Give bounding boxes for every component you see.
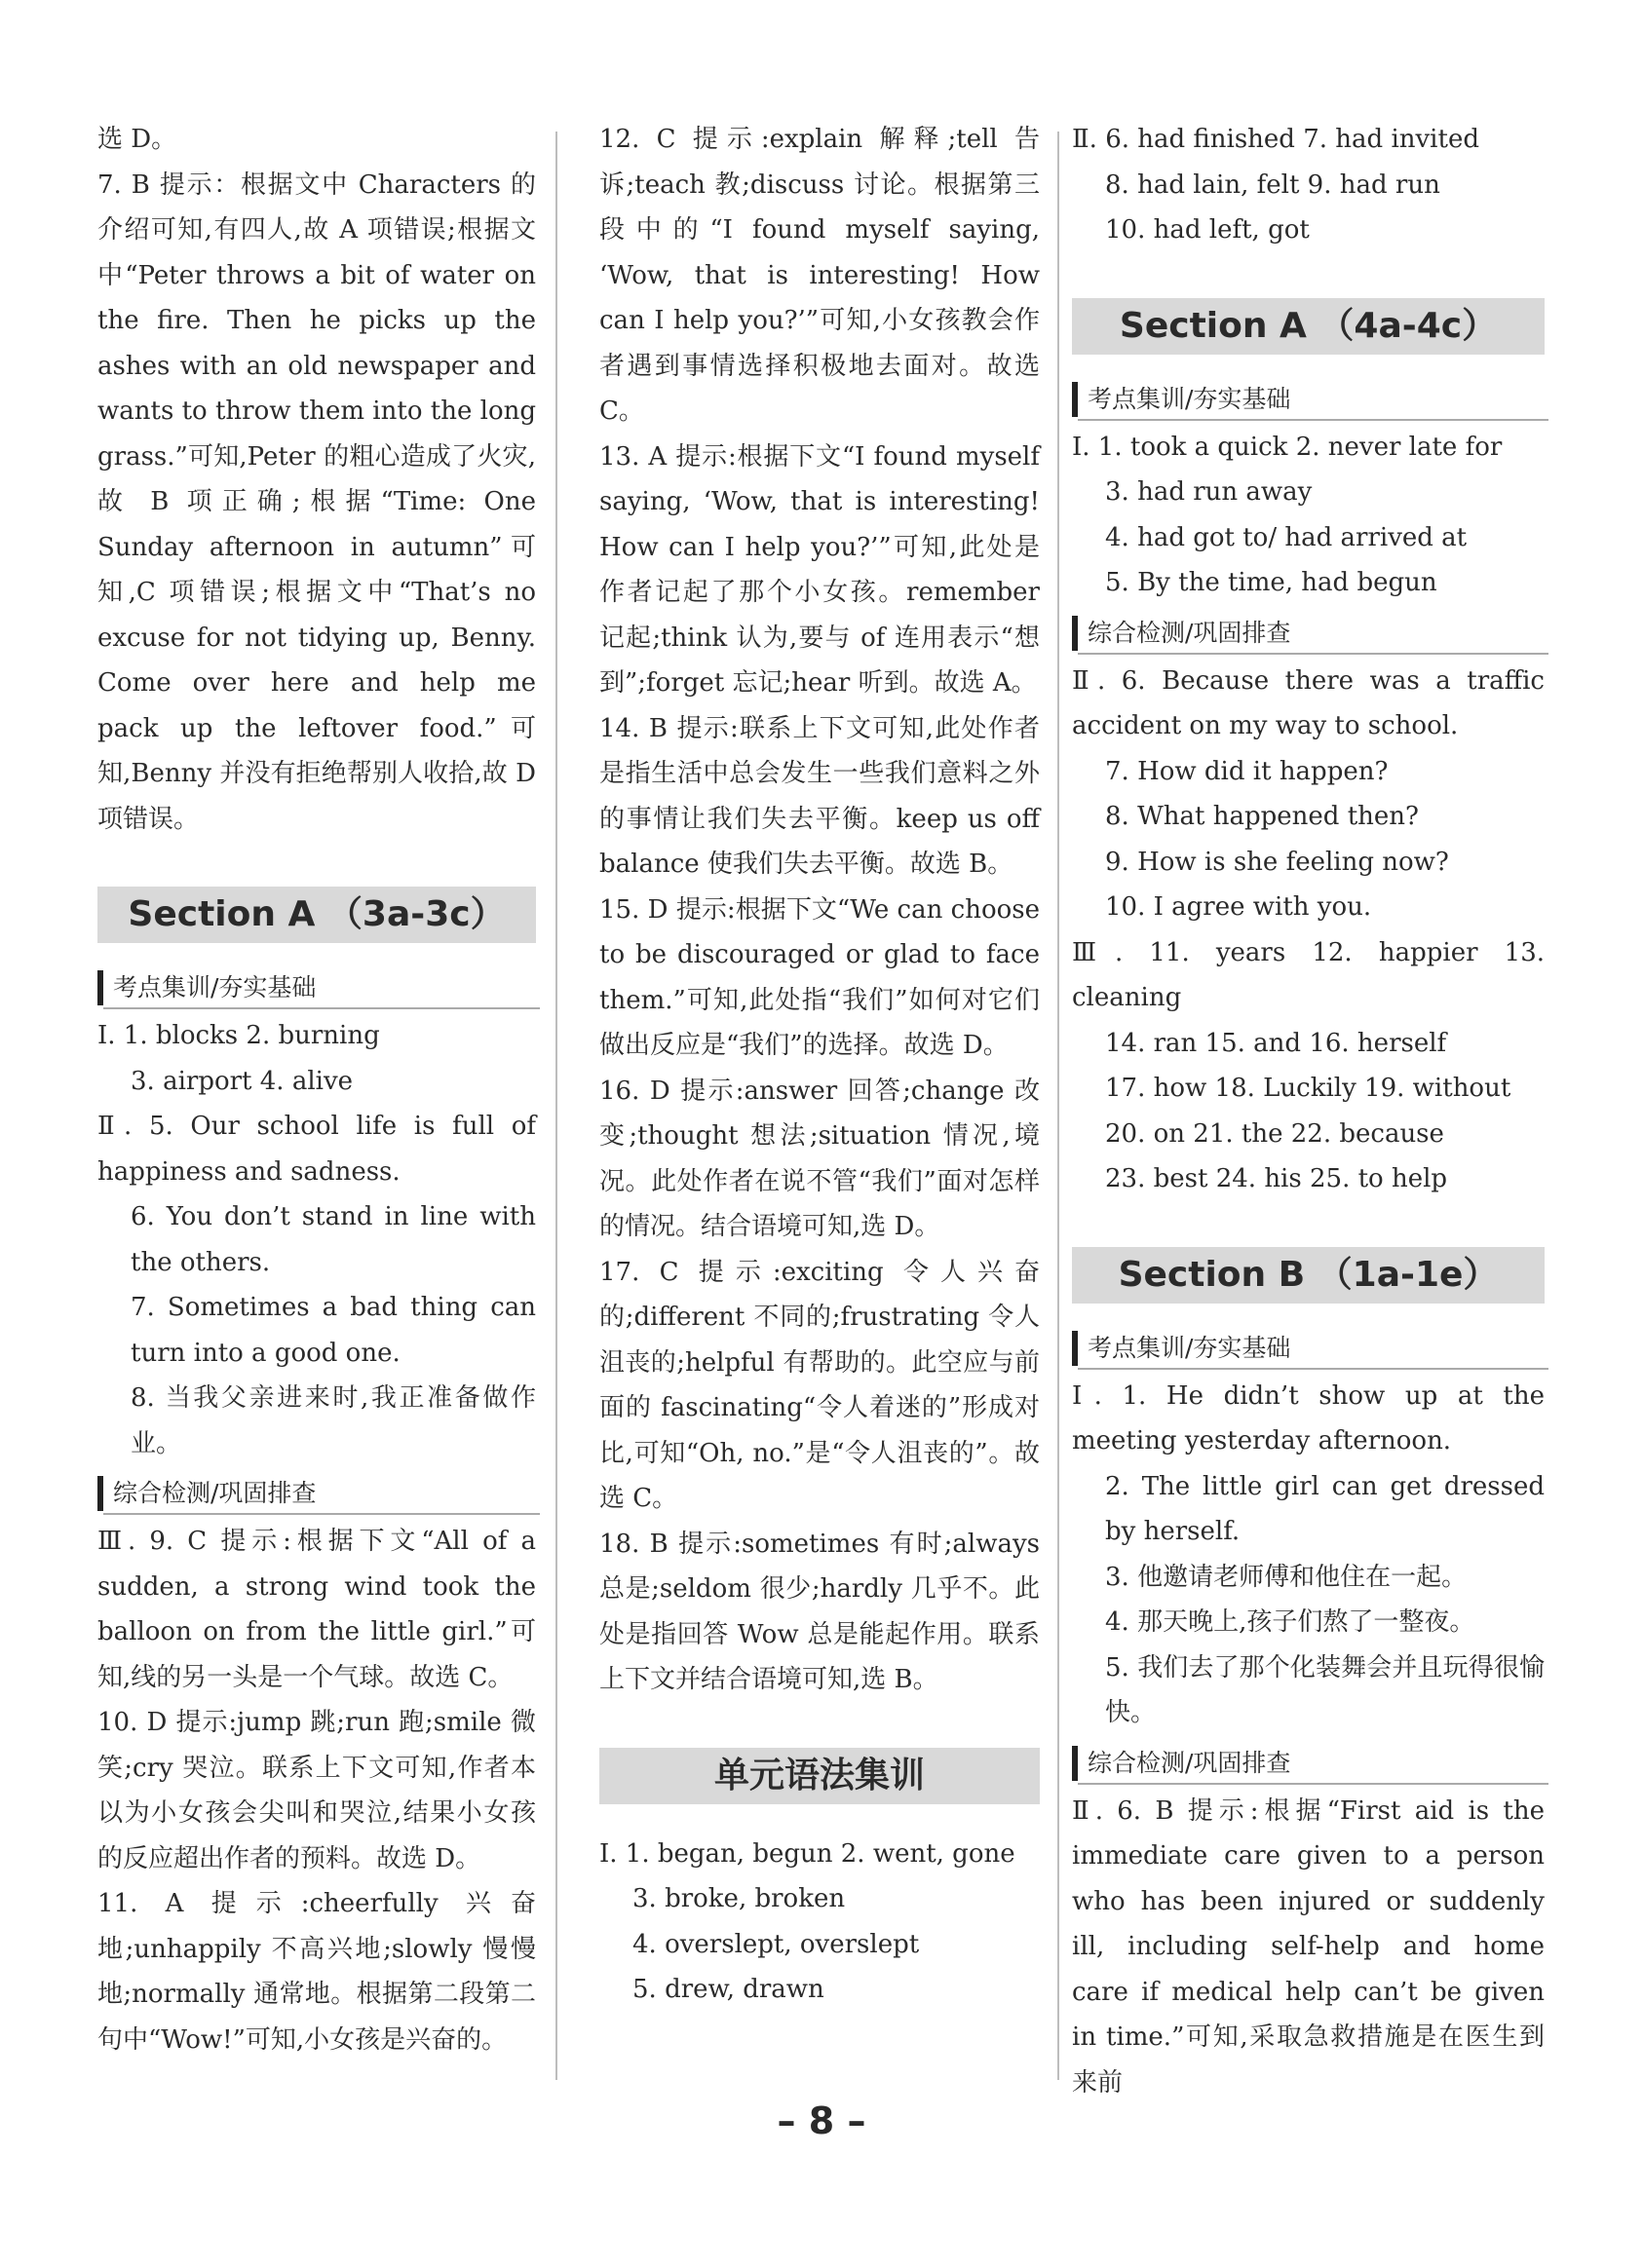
answer-line: 4. 那天晚上,孩子们熬了一整夜。	[1105, 1607, 1475, 1637]
subsection-heading: 考点集训/夯实基础	[97, 970, 536, 1005]
answer-line: 6. You don’t stand in line with the others.	[131, 1202, 536, 1277]
answer-line: Ⅰ. 1. took a quick 2. never late for	[1072, 432, 1503, 462]
answer-text: 7. B 提示：根据文中 Characters 的介绍可知,有四人,故 A 项错误;根据文中“Peter throws a bit of water on the fire. Then he picks up the ashes with an old newspaper and wants to throw them into the long grass.”可知,Peter 的粗心造成了火灾,故 B 项正确;根据“Time: One Sunday afternoon in autumn”可知,C 项错误;根据文中“That’s no excuse for not tidying up, Benny. Come over here and help me pack up the leftover food.”可知,Benny 并没有拒绝帮别人收拾,故 D 项错误。	[97, 170, 536, 834]
column-1	[97, 117, 536, 2062]
column-divider	[555, 132, 557, 2080]
answer-line: 14. ran 15. and 16. herself	[1105, 1028, 1447, 1058]
section-heading: 单元语法集训	[599, 1748, 1040, 1804]
answer-line: 8. What happened then?	[1105, 802, 1419, 831]
answer-text: 14. B 提示:联系上下文可知,此处作者是指生活中总会发生一些我们意料之外的事情让我们失去平衡。keep us off balance 使我们失去平衡。故选 B。	[599, 713, 1040, 879]
answer-line: 3. broke, broken	[632, 1884, 846, 1913]
answer-text: Ⅱ. 6. B 提示:根据“First aid is the immediate care given to a person who has been injured or suddenly ill, including self-help and home care if medical help can’t be given in time.”可知,采取急救措施是在医生到来前	[1072, 1796, 1545, 2098]
answer-line: 7. Sometimes a bad thing can turn into a good one.	[131, 1293, 536, 1368]
answer-text: 15. D 提示:根据下文“We can choose to be discouraged or glad to face them.”可知,此处指“我们”如何对它们做出反应是“我们”的选择。故选 D。	[599, 894, 1040, 1060]
answer-text: 10. D 提示:jump 跳;run 跑;smile 微笑;cry 哭泣。联系上下文可知,作者本以为小女孩会尖叫和哭泣,结果小女孩的反应超出作者的预料。故选 D。	[97, 1708, 536, 1873]
answer-line: 8. had lain, felt 9. had run	[1105, 170, 1440, 200]
answer-text: 17. C 提示:exciting 令人兴奋的;different 不同的;frustrating 令人沮丧的;helpful 有帮助的。此空应与前面的 fascinating“令人着迷的”形成对比,可知“Oh, no.”是“令人沮丧的”。故选 C。	[599, 1257, 1040, 1513]
subsection-heading: 考点集训/夯实基础	[1072, 382, 1545, 417]
subsection-heading: 综合检测/巩固排查	[1072, 1746, 1545, 1781]
answer-text: 18. B 提示:sometimes 有时;always 总是;seldom 很少;hardly 几乎不。此处是指回答 Wow 总是能起作用。联系上下文并结合语境可知,选 B。	[599, 1529, 1040, 1694]
page-number: – 8 –	[777, 2099, 866, 2142]
subsection-heading: 综合检测/巩固排查	[1072, 616, 1545, 651]
answer-text: 选 D。	[97, 125, 177, 154]
answer-line: 8. 当我父亲进来时,我正准备做作业。	[131, 1383, 536, 1458]
section-heading: Section A （4a-4c）	[1072, 298, 1545, 355]
answer-line: Ⅱ. 6. had finished 7. had invited	[1072, 125, 1479, 154]
answer-text: Ⅲ. 9. C 提示:根据下文“All of a sudden, a strong wind took the balloon on from the little girl.”可知,线的另一头是一个气球。故选 C。	[97, 1527, 536, 1692]
answer-text: 12. C 提示:explain 解释;tell 告诉;teach 教;discuss 讨论。根据第三段中的“I found myself saying, ‘Wow, that is interesting! How can I help you?’”可知,小女孩教会作者遇到事情选择积极地去面对。故选 C。	[599, 125, 1040, 426]
answer-line: Ⅰ. 1. He didn’t show up at the meeting yesterday afternoon.	[1072, 1380, 1545, 1455]
answer-line: 10. I agree with you.	[1105, 892, 1372, 922]
answer-line: 2. The little girl can get dressed by herself.	[1105, 1471, 1545, 1546]
answer-line: 3. airport 4. alive	[131, 1066, 354, 1096]
answer-line: Ⅰ. 1. blocks 2. burning	[97, 1021, 380, 1050]
answer-line: 20. on 21. the 22. because	[1105, 1118, 1444, 1149]
answer-line: 3. 他邀请老师傅和他住在一起。	[1105, 1562, 1468, 1592]
answer-line: 10. had left, got	[1105, 215, 1310, 245]
answer-line: 5. By the time, had begun	[1105, 568, 1437, 597]
answer-line: Ⅰ. 1. began, begun 2. went, gone	[599, 1838, 1015, 1869]
section-heading: Section B （1a-1e）	[1072, 1247, 1545, 1304]
column-2	[599, 117, 1040, 2013]
answer-line: 5. drew, drawn	[632, 1975, 824, 2004]
answer-line: 17. how 18. Luckily 19. without	[1105, 1074, 1511, 1103]
answer-line: 3. had run away	[1105, 477, 1313, 507]
answer-line: 23. best 24. his 25. to help	[1105, 1164, 1448, 1193]
subsection-heading: 综合检测/巩固排查	[97, 1476, 536, 1511]
section-heading: Section A （3a-3c）	[97, 887, 536, 943]
answer-line: Ⅲ. 11. years 12. happier 13. cleaning	[1072, 937, 1545, 1012]
answer-text: 13. A 提示:根据下文“I found myself saying, ‘Wow, that is interesting! How can I help you?’”可知,此处是作者记起了那个小女孩。remember 记起;think 认为,要与 of 连用表示“想到”;forget 忘记;hear 听到。故选 A。	[599, 441, 1040, 698]
answer-line: Ⅱ. 6. Because there was a traffic accident on my way to school.	[1072, 665, 1545, 740]
answer-line: 4. had got to/ had arrived at	[1105, 522, 1468, 552]
answer-text: 16. D 提示:answer 回答;change 改变;thought 想法;situation 情况,境况。此处作者在说不管“我们”面对怎样的情况。结合语境可知,选 D。	[599, 1076, 1040, 1241]
answer-line: 4. overslept, overslept	[632, 1929, 920, 1959]
answer-line: 9. How is she feeling now?	[1105, 847, 1449, 877]
answer-text: 11. A 提示:cheerfully 兴奋地;unhappily 不高兴地;slowly 慢慢地;normally 通常地。根据第二段第二句中“Wow!”可知,小女孩是兴奋的。	[97, 1889, 536, 2055]
subsection-heading: 考点集训/夯实基础	[1072, 1331, 1545, 1366]
answer-line: 7. How did it happen?	[1105, 756, 1389, 786]
answer-line: Ⅱ. 5. Our school life is full of happiness and sadness.	[97, 1112, 536, 1187]
column-divider	[1057, 132, 1059, 2080]
answer-line: 5. 我们去了那个化装舞会并且玩得很愉快。	[1105, 1652, 1545, 1727]
column-3	[1072, 117, 1545, 2105]
